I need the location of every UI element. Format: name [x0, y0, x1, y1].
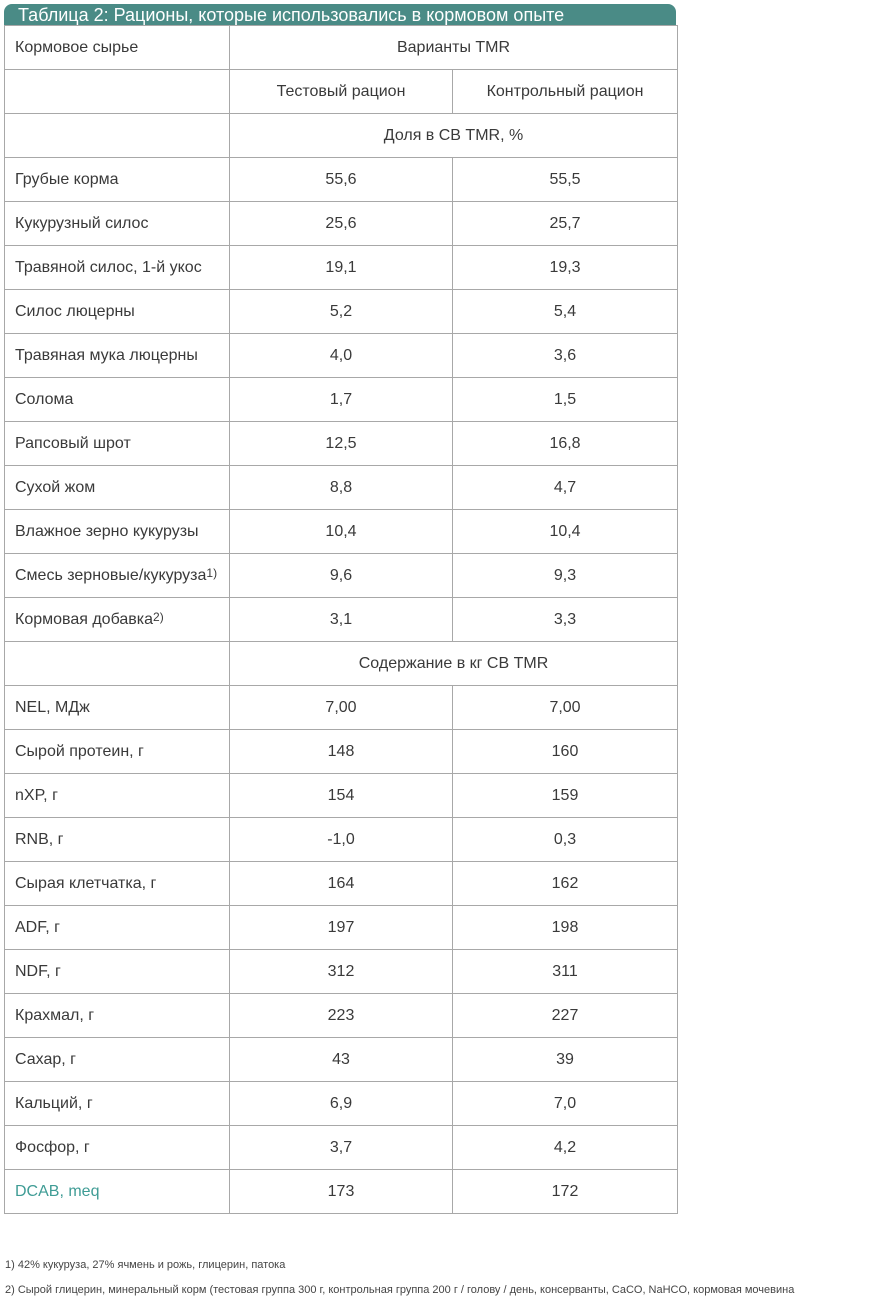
row-label — [5, 686, 230, 730]
test-value: 19,1 — [230, 246, 453, 290]
row-label-text: Грубые корма — [15, 170, 119, 188]
row-label — [5, 290, 230, 334]
control-value: 39 — [453, 1038, 678, 1082]
test-value: 4,0 — [230, 334, 453, 378]
test-value: 164 — [230, 862, 453, 906]
row-label-text: Влажное зерно кукурузы — [15, 522, 199, 540]
control-value: 162 — [453, 862, 678, 906]
control-value: 19,3 — [453, 246, 678, 290]
table-row — [5, 730, 678, 774]
row-label — [5, 334, 230, 378]
row-label-text: Смесь зерновые/кукуруза — [15, 567, 207, 584]
row-label-text: Травяной силос, 1-й укос — [15, 258, 202, 276]
test-value: 12,5 — [230, 422, 453, 466]
rations-table — [4, 25, 678, 1214]
row-label — [5, 730, 230, 774]
test-value: 3,7 — [230, 1126, 453, 1170]
control-value: 172 — [453, 1170, 678, 1214]
control-value: 55,5 — [453, 158, 678, 202]
test-value: 197 — [230, 906, 453, 950]
section-label-content: Содержание в кг СВ TMR — [230, 642, 678, 686]
control-value: 3,6 — [453, 334, 678, 378]
table-row — [5, 466, 678, 510]
test-value: 1,7 — [230, 378, 453, 422]
row-label — [5, 378, 230, 422]
row-label — [5, 598, 230, 642]
control-value: 7,00 — [453, 686, 678, 730]
rations-table-body — [5, 26, 678, 1214]
test-value: 7,00 — [230, 686, 453, 730]
footnote-marker: 2) — [153, 610, 164, 624]
section-row-share — [5, 114, 678, 158]
row-label — [5, 422, 230, 466]
table-row — [5, 686, 678, 730]
header-feed-material: Кормовое сырье — [5, 26, 230, 70]
row-label — [5, 158, 230, 202]
row-label-text: Травяная мука люцерны — [15, 346, 198, 364]
control-value: 25,7 — [453, 202, 678, 246]
control-value: 311 — [453, 950, 678, 994]
control-value: 7,0 — [453, 1082, 678, 1126]
row-label — [5, 466, 230, 510]
control-value: 227 — [453, 994, 678, 1038]
row-label-text: RNB, г — [15, 830, 64, 848]
control-value: 0,3 — [453, 818, 678, 862]
header-row-rations — [5, 70, 678, 114]
table-row — [5, 1038, 678, 1082]
test-value: 223 — [230, 994, 453, 1038]
table-row — [5, 290, 678, 334]
test-value: 154 — [230, 774, 453, 818]
empty-cell — [5, 70, 230, 114]
row-label-text: DCAB, meq — [15, 1182, 100, 1200]
row-label-text: Силос люцерны — [15, 302, 135, 320]
row-label — [5, 246, 230, 290]
header-test-ration: Тестовый рацион — [230, 70, 453, 114]
table-row — [5, 422, 678, 466]
control-value: 9,3 — [453, 554, 678, 598]
test-value: -1,0 — [230, 818, 453, 862]
table-row — [5, 994, 678, 1038]
table-row — [5, 1082, 678, 1126]
row-label — [5, 774, 230, 818]
row-label-text: NEL, МДж — [15, 698, 90, 716]
test-value: 5,2 — [230, 290, 453, 334]
row-label — [5, 1126, 230, 1170]
table-row — [5, 906, 678, 950]
row-label-text: Кукурузный силос — [15, 214, 149, 232]
control-value: 160 — [453, 730, 678, 774]
test-value: 25,6 — [230, 202, 453, 246]
table-row — [5, 158, 678, 202]
test-value: 148 — [230, 730, 453, 774]
table-row — [5, 202, 678, 246]
row-label — [5, 1038, 230, 1082]
test-value: 312 — [230, 950, 453, 994]
control-value: 3,3 — [453, 598, 678, 642]
row-label-text: NDF, г — [15, 962, 61, 980]
table-row — [5, 246, 678, 290]
control-value: 10,4 — [453, 510, 678, 554]
control-value: 1,5 — [453, 378, 678, 422]
section-row-content — [5, 642, 678, 686]
row-label-text: Кальций, г — [15, 1094, 93, 1112]
row-label — [5, 994, 230, 1038]
table-row — [5, 950, 678, 994]
table-row — [5, 378, 678, 422]
empty-cell — [5, 114, 230, 158]
row-label-text: Рапсовый шрот — [15, 434, 131, 452]
row-label — [5, 862, 230, 906]
row-label — [5, 510, 230, 554]
test-value: 3,1 — [230, 598, 453, 642]
section-label-share: Доля в СВ TMR, % — [230, 114, 678, 158]
row-label — [5, 202, 230, 246]
row-label-text: Сырая клетчатка, г — [15, 874, 157, 892]
table-row — [5, 598, 678, 642]
test-value: 55,6 — [230, 158, 453, 202]
row-label — [5, 1082, 230, 1126]
test-value: 9,6 — [230, 554, 453, 598]
row-label-text: Фосфор, г — [15, 1138, 90, 1156]
row-label-text: Солома — [15, 390, 74, 408]
footnote-marker: 1) — [206, 566, 218, 580]
table-row — [5, 334, 678, 378]
table-row — [5, 1126, 678, 1170]
test-value: 6,9 — [230, 1082, 453, 1126]
header-row-variants — [5, 26, 678, 70]
row-label — [5, 818, 230, 862]
control-value: 5,4 — [453, 290, 678, 334]
row-label-text: Кормовая добавка — [15, 611, 154, 628]
control-value: 159 — [453, 774, 678, 818]
table-row — [5, 1170, 678, 1214]
row-label — [5, 906, 230, 950]
table-row — [5, 554, 678, 598]
test-value: 43 — [230, 1038, 453, 1082]
row-label-text: nXP, г — [15, 786, 58, 804]
empty-cell — [5, 642, 230, 686]
footnote-2: 2) Сырой глицерин, минеральный корм (тестовая группа 300 г, контрольная группа 200 г / голову / день, консерванты, CaCO, NaHCO, кормовая мочевина — [5, 1284, 795, 1296]
table-row — [5, 818, 678, 862]
control-value: 4,2 — [453, 1126, 678, 1170]
table-row — [5, 774, 678, 818]
control-value: 16,8 — [453, 422, 678, 466]
row-label-text: Сырой протеин, г — [15, 742, 144, 760]
row-label — [5, 1170, 230, 1214]
table-row — [5, 510, 678, 554]
header-control-ration: Контрольный рацион — [453, 70, 678, 114]
test-value: 8,8 — [230, 466, 453, 510]
test-value: 173 — [230, 1170, 453, 1214]
test-value: 10,4 — [230, 510, 453, 554]
header-tmr-variants: Варианты TMR — [230, 26, 678, 70]
row-label — [5, 554, 230, 598]
table-row — [5, 862, 678, 906]
footnote-1: 1) 42% кукуруза, 27% ячмень и рожь, глицерин, патока — [5, 1259, 286, 1271]
row-label-text: Сахар, г — [15, 1050, 76, 1068]
table-title: Таблица 2: Рационы, которые использовались в кормовом опыте — [4, 4, 676, 26]
row-label-text: Крахмал, г — [15, 1006, 95, 1024]
row-label-text: ADF, г — [15, 918, 60, 936]
control-value: 198 — [453, 906, 678, 950]
row-label — [5, 950, 230, 994]
control-value: 4,7 — [453, 466, 678, 510]
row-label-text: Сухой жом — [15, 478, 96, 496]
